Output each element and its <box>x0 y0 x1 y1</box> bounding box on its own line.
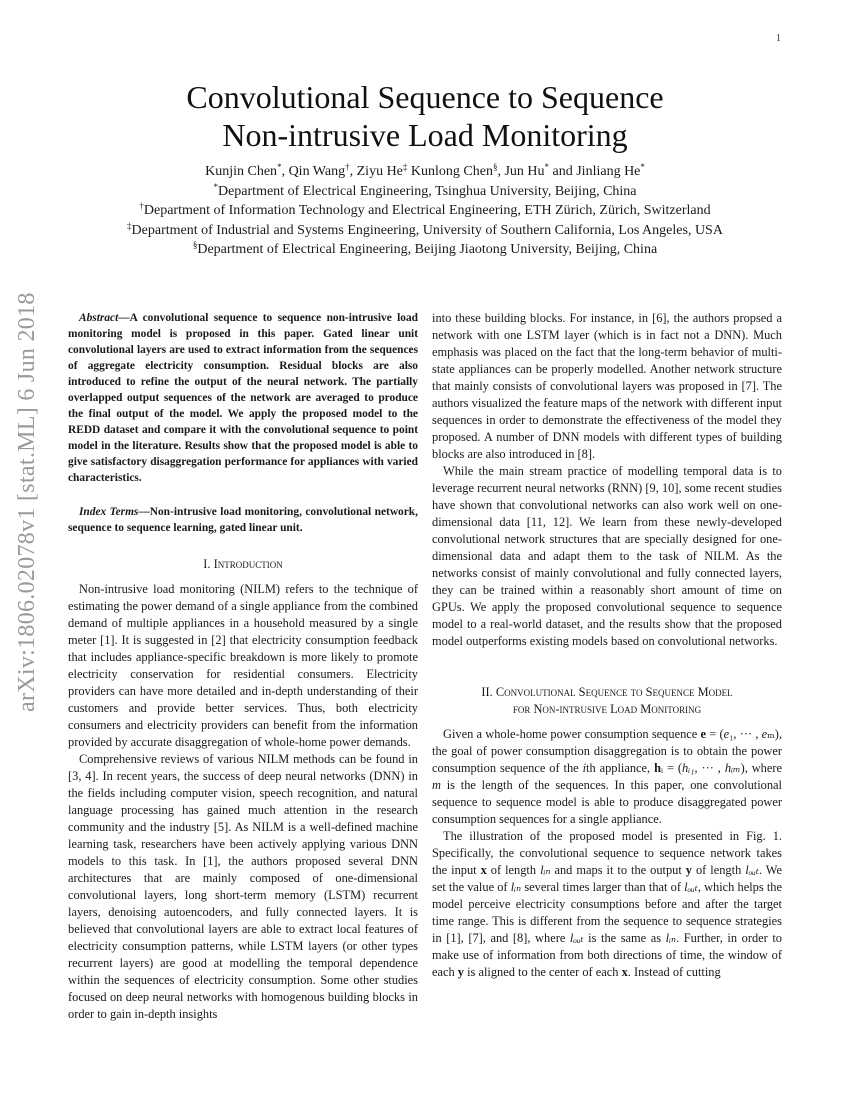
text: ), where <box>740 761 782 775</box>
text: The illustration of the proposed model is presented in Fig. 1. Specifically, the convolutional sequence to sequence network takes the input <box>432 829 782 877</box>
paragraph <box>432 726 782 828</box>
math: lᵢₙ <box>510 880 522 894</box>
author-name: Kunlong Chen <box>410 164 493 179</box>
text: Given a whole-home power consumption sequence <box>443 727 701 741</box>
math: e <box>700 727 706 741</box>
section-heading-introduction: I. Introduction <box>203 557 283 571</box>
text: = ( <box>706 727 724 741</box>
author-name: Ziyu He <box>356 164 403 179</box>
affiliation-text: Department of Industrial and Systems Engineering, University of Southern California, Los Angeles, USA <box>131 222 723 238</box>
text: and maps it to the output <box>550 863 686 877</box>
math: lₒᵤₜ <box>745 863 759 877</box>
author-list <box>0 162 850 182</box>
author-name: Jinliang He <box>576 164 641 179</box>
text: is the same as <box>583 931 666 945</box>
affiliation-text: Department of Information Technology and Electrical Engineering, ETH Zürich, Zürich, Switzerland <box>143 203 711 218</box>
math: e <box>761 727 768 741</box>
page-number: 1 <box>776 33 781 44</box>
heading-line: for Non-intrusive Load Monitoring <box>512 702 702 716</box>
math: h <box>654 761 661 775</box>
affiliation-mark: § <box>192 240 198 250</box>
math: y <box>685 863 692 877</box>
paragraph: into these building blocks. For instance, in [6], the authors propsed a network with one LSTM layer (which is in fact not a DNN). Much emphasis was placed on the fact that the long-term behavior of multi-state appliances can be properly modelled. Another network structure that mainly consists of convolutional layers was proposed in [7]. The authors visualized the feature maps of the network with different input sequences in order to demonstrate the effectiveness of the model they proposed. A number of DNN models with different types of building blocks are also introduced in [8]. <box>432 311 782 461</box>
paper-title <box>0 78 850 154</box>
affiliation-mark: ‡ <box>127 220 132 231</box>
author-name: Kunjin Chen <box>205 164 278 179</box>
title-line-1: Convolutional Sequence to Sequence <box>186 79 664 115</box>
math: hᵢₘ <box>724 761 741 775</box>
math: lᵢₙ <box>665 931 677 945</box>
section-heading-model <box>432 684 782 718</box>
math: hᵢ₁ <box>682 761 695 775</box>
affiliation <box>0 182 850 202</box>
abstract-label: Abstract <box>79 312 119 324</box>
text: , ··· , <box>694 761 725 775</box>
affiliation-mark: § <box>492 162 498 172</box>
index-terms <box>68 504 418 536</box>
affiliation-mark: ‡ <box>402 162 408 172</box>
affiliation <box>0 201 850 221</box>
affiliation <box>0 221 850 241</box>
affiliation-text: Department of Electrical Engineering, Tsinghua University, Beijing, China <box>217 183 637 199</box>
separator: , <box>349 164 357 179</box>
text: th appliance, <box>586 761 655 775</box>
affiliation-mark: * <box>277 162 282 172</box>
math: x <box>621 965 628 979</box>
abstract <box>68 310 418 486</box>
arxiv-stamp: arXiv:1806.02078v1 [stat.ML] 6 Jun 2018 <box>14 292 40 712</box>
affiliation-text: Department of Electrical Engineering, Beijing Jiaotong University, Beijing, China <box>197 242 658 257</box>
separator: and <box>549 164 577 179</box>
text: ᵢ = ( <box>661 761 682 775</box>
math: lₒᵤₜ <box>569 931 584 945</box>
math: e <box>723 727 730 741</box>
author-name: Qin Wang <box>288 164 346 179</box>
text: of length <box>692 863 746 877</box>
math: lₒᵤₜ <box>684 880 698 894</box>
affiliation-mark: * <box>544 162 550 172</box>
index-terms-label: Index Terms <box>79 506 139 518</box>
heading-line: II. Convolutional Sequence to Sequence Model <box>481 685 733 699</box>
text: is aligned to the center of each <box>464 965 622 979</box>
separator: , <box>497 164 505 179</box>
text: is the length of the sequences. In this paper, one convolutional sequence to sequence model is able to produce disaggregated power consumption sequences for a single appliance. <box>432 778 782 826</box>
paragraph <box>432 828 782 981</box>
math: lᵢₙ <box>540 863 551 877</box>
affiliation-mark: * <box>640 162 645 172</box>
affiliation-mark: † <box>345 162 350 172</box>
affiliation-mark: † <box>139 201 144 211</box>
affiliation-mark: * <box>213 181 218 192</box>
abstract-text: —A convolutional sequence to sequence non-intrusive load monitoring model is proposed in this paper. Gated linear unit convolutional layers are used to extract information from the sequences of aggregate electricity consumption. Residual blocks are also introduced to refine the output of the neural network. The partially overlapped output sequences of the network are averaged to produce the final output of the model. We apply the proposed model to the REDD dataset and compare it with the convolutional sequence to point model in the literature. Results show that the proposed model is able to give satisfactory disaggregation performance for appliances with varied characteristics. <box>68 312 418 484</box>
text: of length <box>486 863 541 877</box>
index-terms-text: —Non-intrusive load monitoring, convolutional network, sequence to sequence learning, gated linear unit. <box>68 506 418 534</box>
left-column <box>68 310 418 1023</box>
text: ₁, ··· , <box>729 727 762 741</box>
math: x <box>480 863 487 877</box>
text: . We set the value of <box>432 863 782 894</box>
paragraph: While the main stream practice of modelling temporal data is to leverage recurrent neural networks (RNN) [9, 10], some recent studies have shown that convolutional networks can also work well on one-dimensional data [11, 12]. We learn from these newly-developed convolutional network structures that are specially designed for one-dimensional data and adapt them to the task of NILM. As the networks consist of mainly convolutional and fully connected layers, they can be trained within a reasonably short amount of time on GPUs. We apply the proposed convolutional sequence to sequence model to a real-world dataset, and the results show that the proposed model outperforms existing models based on convolutional networks. <box>432 464 782 648</box>
right-column <box>432 310 782 981</box>
text: ₘ), the goal of power consumption disaggregation is to obtain the power consumption sequence of the <box>432 727 782 775</box>
author-name: Jun Hu <box>504 164 545 179</box>
text: . Further, in order to make use of information from both directions of time, the window of each <box>432 931 782 979</box>
affiliation <box>0 240 850 260</box>
text: several times larger than that of <box>521 880 685 894</box>
math: m <box>432 778 441 792</box>
paragraph: Non-intrusive load monitoring (NILM) refers to the technique of estimating the power demand of a single appliance from the combined demand of multiple appliances in a household measured by a single meter [1]. It is suggested in [2] that electricity consumption feedback that includes appliance-specific breakdown is more likely to promote electricity conservation for residential consumers. Electricity providers can have more detailed and in-depth understanding of their customers and provide better services. Thus, both electricity consumers and electricity providers can benefit from the information provided by accurate disaggregation of whole-home power demands. <box>68 582 418 749</box>
math: y <box>457 965 464 979</box>
math: i <box>582 761 587 775</box>
author-block <box>0 162 850 260</box>
separator: , <box>281 164 289 179</box>
text: , which helps the model perceive electricity consumptions before and after the target time range. This is different from the sequence to sequence strategies in [1], [7], and [8], where <box>432 880 782 945</box>
title-line-2: Non-intrusive Load Monitoring <box>222 117 628 153</box>
paragraph: Comprehensive reviews of various NILM methods can be found in [3, 4]. In recent years, the success of deep neural networks (DNN) in the fields including computer vision, speech recognition, and natural language processing has gained much attention in the research community and the industry [5]. As NILM is a well-defined machine learning task, researchers have been actively applying various DNN models to this task. In [1], the authors proposed several DNN architectures that are mainly composed of one-dimensional convolutional layers, long short-term memory (LSTM) recurrent layers, denoising autoencoders, and fully connected layers. It is believed that convolutional layers are able to extract local features of electricity consumption patterns, while LSTM layers (or other types recurrent layers) are good at modelling the temporal dependence within the sequences of electricity consumption. Some other studies focused on deep neural networks with homogenous building blocks in order to gain in-depth insights <box>68 752 418 1021</box>
text: . Instead of cutting <box>627 965 721 979</box>
